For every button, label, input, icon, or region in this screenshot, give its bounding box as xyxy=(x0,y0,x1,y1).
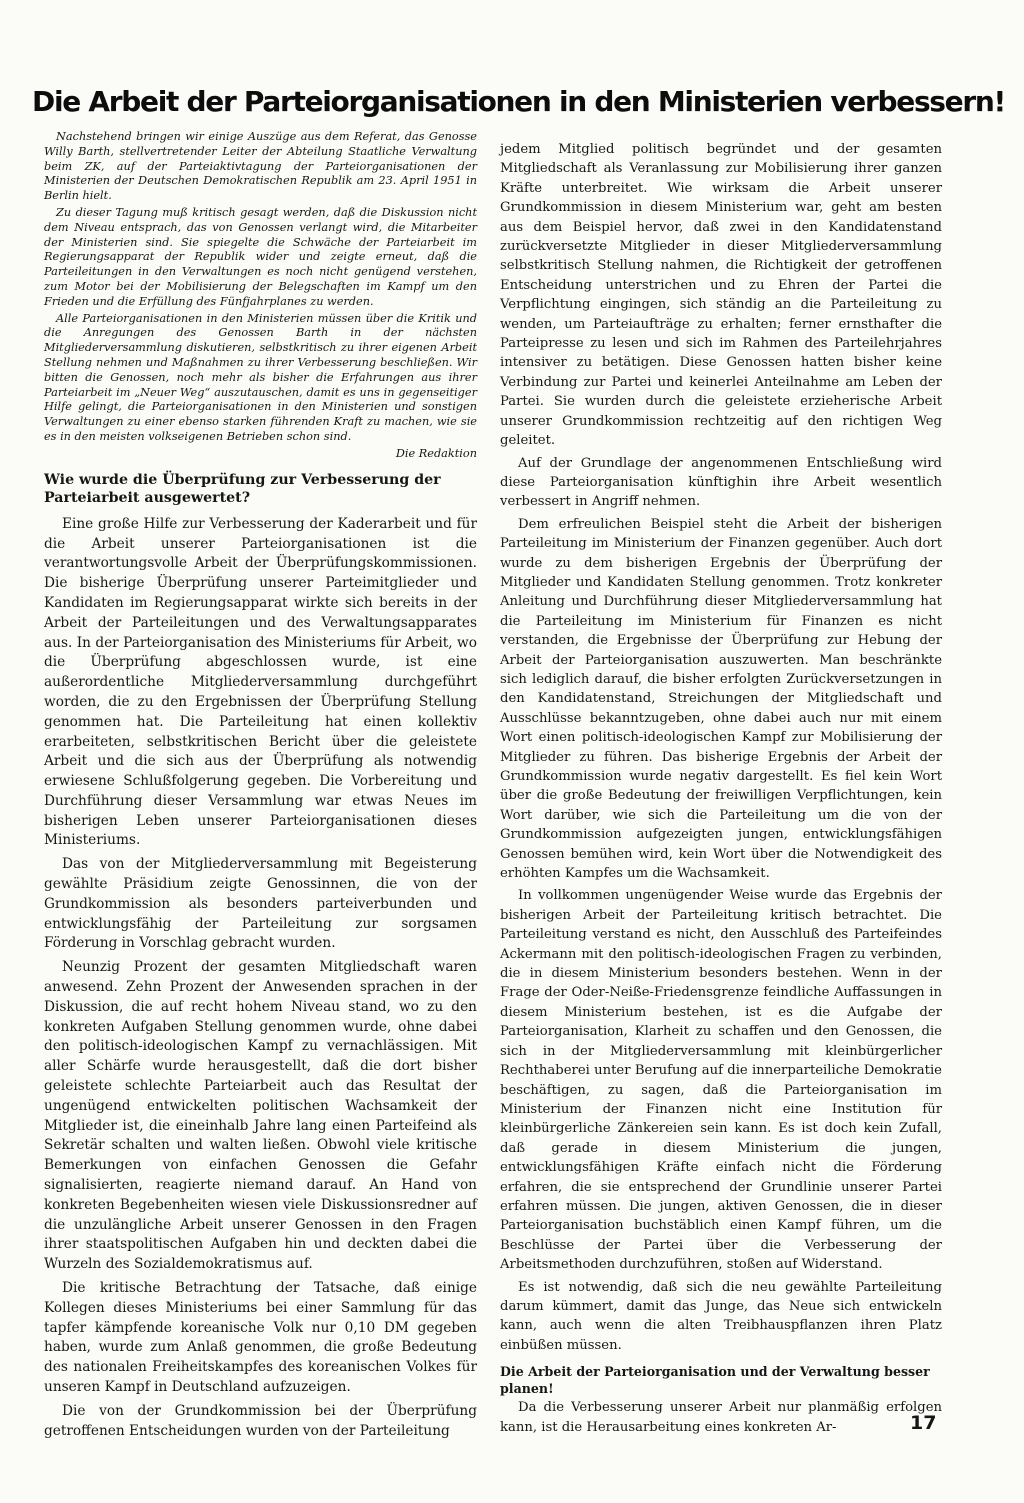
section-heading: Wie wurde die Überprüfung zur Verbesserung der Parteiarbeit ausgewertet? xyxy=(44,471,441,506)
body-paragraph: jedem Mitglied politisch begründet und der gesamten Mitgliedschaft als Veranlassung zur Mobilisierung ihrer ganzen Kräfte unterbreitet. Wie wirksam die Arbeit unserer Grundkommission in diesem Ministerium war, geht am besten aus dem Beispiel hervor, daß zwei in den Kandidatenstand zurückversetzte Mitglieder in dieser Mitgliederversammlung selbstkritisch Stellung nahmen, die Richtigkeit der getroffenen Entscheidung unterstrichen und zu Ehren der Partei die Verpflichtung eingingen, sich ständig an die Parteileitung zu wenden, um Parteiaufträge zu erhalten; ferner ernsthafter die Parteipresse zu lesen und sich im Rahmen des Parteilehrjahres intensiver zu betätigen. Diese Genossen hatten bisher keine Verbindung zur Partei und keinerlei Anteilnahme am Leben der Partei. Sie wurden durch die geleistete erzieherische Arbeit unserer Grundkommission rechtzeitig auf den richtigen Weg geleitet. xyxy=(500,142,942,449)
section-heading: Die Arbeit der Parteiorganisation und der Verwaltung besser planen! xyxy=(500,1364,930,1397)
editorial-signature: Die Redaktion xyxy=(395,446,477,460)
body-paragraph: Das von der Mitgliederversammlung mit Begeisterung gewählte Präsidium zeigte Genossinnen, die von der Grundkommission als besonders parteiverbunden und entwicklungsfähig der Parteileitung zur sorgsamen Förderung in Vorschlag gebracht wurden. xyxy=(44,856,477,952)
continued-body xyxy=(500,140,942,1355)
body-paragraph: Es ist notwendig, daß sich die neu gewählte Parteileitung darum kümmert, damit das Junge, das Neue sich entwickeln kann, auch wenn die alten Treibhauspflanzen ihren Platz einbüßen müssen. xyxy=(500,1279,942,1353)
page-number: 17 xyxy=(910,1412,937,1434)
intro-paragraph: Alle Parteiorganisationen in den Ministerien müssen über die Kritik und die Anregungen des Genossen Barth in der nächsten Mitgliederversammlung diskutieren, selbstkritisch zu ihrer eigenen Arbeit Stellung nehmen und Maßnahmen zu ihrer Verbesserung beschließen. Wir bitten die Genossen, noch mehr als bisher die Erfahrungen aus ihrer Parteiarbeit im „Neuer Weg“ auszutauschen, damit es uns in gegenseitiger Hilfe gelingt, die Parteiorganisationen in den Ministerien und sonstigen Verwaltungen zu einer ebenso starken führenden Kraft zu machen, wie sie es in den meisten volkseigenen Betrieben schon sind. xyxy=(44,311,477,443)
body-paragraph: Auf der Grundlage der angenommenen Entschließung wird diese Parteiorganisation künftighin ihre Arbeit wesentlich verbessert in Angriff nehmen. xyxy=(500,455,942,510)
intro-paragraph: Nachstehend bringen wir einige Auszüge aus dem Referat, das Genosse Willy Barth, stellvertretender Leiter der Abteilung Staatliche Verwaltung beim ZK, auf der Parteiaktivtagung der Parteiorganisationen der Ministerien der Deutschen Demokratischen Republik am 23. April 1951 in Berlin hielt. xyxy=(44,130,477,203)
body-paragraph: Eine große Hilfe zur Verbesserung der Kaderarbeit und für die Arbeit unserer Parteiorganisationen ist die verantwortungsvolle Arbeit der Überprüfungskommissionen. Die bisherige Überprüfung unserer Parteimitglieder und Kandidaten im Regierungsapparat wirkte sich bereits in der Arbeit der Parteileitungen und des Verwaltungsapparates aus. In der Parteiorganisation des Ministeriums für Arbeit, wo die Überprüfung abgeschlossen wurde, ist eine außerordentliche Mitgliederversammlung durchgeführt worden, die zu den Ergebnissen der Überprüfung Stellung genommen hat. Die Parteileitung hat einen kollektiv erarbeiteten, selbstkritischen Bericht über die geleistete Arbeit und die sich aus der Überprüfung als notwendig erwiesene Schlußfolgerung gegeben. Die Vorbereitung und Durchführung dieser Versammlung war etwas Neues im bisherigen Leben unserer Parteiorganisationen dieses Ministeriums. xyxy=(44,515,477,849)
body-paragraph: Neunzig Prozent der gesamten Mitgliedschaft waren anwesend. Zehn Prozent der Anwesenden sprachen in der Diskussion, die auf recht hohem Niveau stand, wo zu den konkreten Aufgaben Stellung genommen wurde, ohne dabei den politisch-ideologischen Kampf zu vernachlässigen. Mit aller Schärfe wurde herausgestellt, daß die dort bisher geleistete schlechte Parteiarbeit auch das Resultat der ungenügend entwickelten politischen Wachsamkeit der Mitglieder ist, die eineinhalb Jahre lang einen Parteifeind als Sekretär schalten und walten ließen. Obwohl viele kritische Bemerkungen von einfachen Genossen die Gefahr signalisierten, reagierte niemand darauf. An Hand von konkreten Begebenheiten wiesen viele Diskussionsredner auf die unzulängliche Arbeit unserer Genossen in den Fragen ihrer staatspolitischen Aufgaben hin und deckten dabei die Wurzeln des Sozialdemokratismus auf. xyxy=(44,959,477,1273)
page-headline: Die Arbeit der Parteiorganisationen in den Ministerien verbessern! xyxy=(32,85,1005,118)
body-paragraph: In vollkommen ungenügender Weise wurde das Ergebnis der bisherigen Arbeit der Parteileitung kritisch betrachtet. Die Parteileitung verstand es nicht, den Ausschluß des Parteifeindes Ackermann mit den politisch-ideologischen Fragen zu verbinden, die in diesem Ministerium besonders bestehen. Wenn in der Frage der Oder-Neiße-Friedensgrenze feindliche Auffassungen in diesem Ministerium bestehen, ist es die Aufgabe der Parteiorganisation, Klarheit zu schaffen und den Genossen, die sich in der Mitgliederversammlung mit kleinbürgerlicher Rechthaberei unter Berufung auf die innerparteiliche Demokratie beschäftigen, zu sagen, daß die Parteiorganisation im Ministerium der Finanzen nicht eine Institution für kleinbürgerliche Zänkereien sein kann. Es ist doch kein Zufall, daß gerade in diesem Ministerium die jungen, entwicklungsfähigen Kräfte einfach nicht die Förderung erfahren, die sie entsprechend der Grundlinie unserer Partei erfahren müssen. Die jungen, aktiven Genossen, die in dieser Parteiorganisation buchstäblich einen Kampf führen, um die Beschlüsse der Partei über die Verbesserung der Arbeitsmethoden durchzuführen, stoßen auf Widerstand. xyxy=(500,888,942,1273)
section-body xyxy=(44,515,477,1442)
body-paragraph: Die kritische Betrachtung der Tatsache, daß einige Kollegen dieses Ministeriums bei einer Sammlung für das tapfer kämpfende koreanische Volk nur 0,10 DM gegeben haben, wurde zum Anlaß genommen, die große Bedeutung des nationalen Freiheitskampfes des koreanischen Volkes für unseren Kampf in Deutschland aufzuzeigen. xyxy=(44,1280,477,1395)
left-column xyxy=(44,130,477,1439)
editorial-intro xyxy=(44,130,477,461)
section-body xyxy=(500,1398,942,1437)
body-paragraph: Da die Verbesserung unserer Arbeit nur planmäßig erfolgen kann, ist die Herausarbeitung eines konkreten Ar- xyxy=(500,1400,942,1435)
body-paragraph: Die von der Grundkommission bei der Überprüfung getroffenen Entscheidungen wurden von der Parteileitung xyxy=(44,1402,477,1439)
intro-paragraph: Zu dieser Tagung muß kritisch gesagt werden, daß die Diskussion nicht dem Niveau entsprach, das von Genossen verlangt wird, die Mitarbeiter der Ministerien sind. Sie spiegelte die Schwäche der Parteiarbeit im Regierungsapparat der Republik wider und zeigte erneut, daß die Parteileitungen in den Verwaltungen es noch nicht genügend verstehen, zum Motor bei der Mobilisierung der Belegschaften im Kampf um den Frieden und die Erfüllung des Fünfjahrplanes zu werden. xyxy=(44,205,477,308)
body-paragraph: Dem erfreulichen Beispiel steht die Arbeit der bisherigen Parteileitung im Ministerium der Finanzen gegenüber. Auch dort wurde zu dem bisherigen Ergebnis der Überprüfung der Mitglieder und Kandidaten Stellung genommen. Trotz konkreter Anleitung und Durchführung dieser Mitgliederversammlung hat die Parteileitung im Ministerium für Finanzen es nicht verstanden, die Ergebnisse der Überprüfung zur Hebung der Arbeit der Parteiorganisation auszuwerten. Man beschränkte sich lediglich darauf, die bisher erfolgten Zurückversetzungen in den Kandidatenstand, Streichungen der Mitgliedschaft und Ausschlüsse bekanntzugeben, ohne dabei auch nur mit einem Wort einen politisch-ideologischen Kampf zur Mobilisierung der Mitglieder zu führen. Das bisherige Ergebnis der Arbeit der Grundkommission wurde negativ dargestellt. Es fiel kein Wort über die große Bedeutung der freiwilligen Verpflichtungen, kein Wort darüber, wie sich die Parteileitung um die von der Grundkommission aufgezeigten jungen, entwicklungsfähigen Genossen bemühen wird, kein Wort über die Notwendigkeit des erhöhten Kampfes um die Wachsamkeit. xyxy=(500,516,942,882)
